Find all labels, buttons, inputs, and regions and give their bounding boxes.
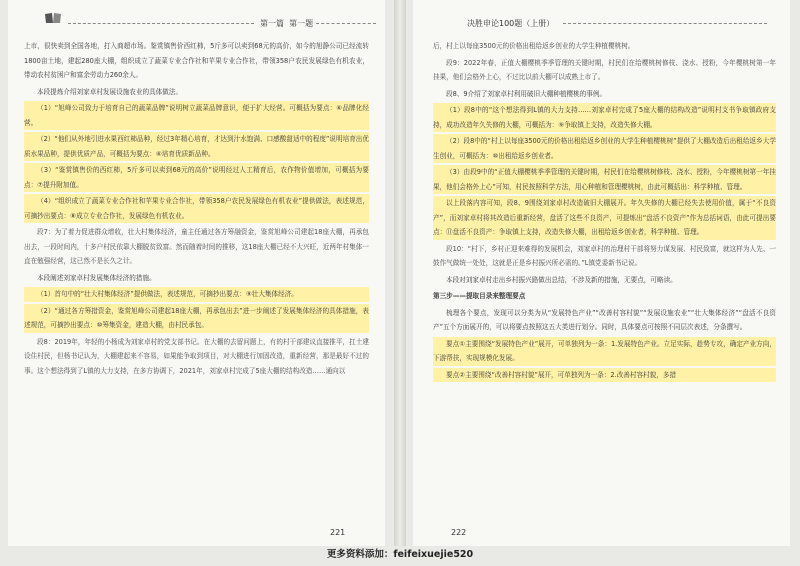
right-page (413, 0, 790, 546)
left-page-body (24, 39, 369, 380)
header-rule (316, 23, 376, 24)
paragraph: 要点②主要围绕“改善村容村貌”展开，可单独列为一条：2.改善村容村貌，多措 (433, 368, 776, 383)
book-gutter (394, 0, 406, 546)
paragraph: （3）由段9中的“正值大棚樱桃季季管理的关键时期，村民们在给樱桃树修枝、浇水、授粉，今年樱桃树第一年挂果，他们会格外上心”可知，村民按照科学方法，用心种植和管理樱桃树，由此可概括出：科学种植、管理。 (433, 165, 776, 194)
paragraph: 段8、9介绍了刘家卓村利用破旧大棚种植樱桃的事例。 (446, 89, 607, 98)
header-title: 决胜申论100题（上册） (467, 19, 555, 28)
footer-contact: feifeixuejie520 (393, 549, 474, 560)
paragraph: 段8：2019年，年轻的小杨成为刘家卓村的党支部书记。在大棚的去留问题上，有的村干部建议直接推平，扛土建设住村民，但杨书记认为，大棚建起来不容易，如果能争取到项目，对大棚进行加固改造，重新经营，那是最好不过的事。这个想法得到了L镇的大力支持，在多方协调下，2021年，刘家卓村完成了5座大棚的结构改造……通向以 (24, 337, 369, 375)
book-logo-icon (44, 12, 62, 24)
section-heading: 第三步——提取目录来整理要点 (433, 292, 526, 300)
paragraph: 段9：2022年春，正值大棚樱桃季季管理的关键时期，村民们在给樱桃树修枝、浇水、授粉，今年樱桃树第一年挂果，他们会格外上心，不过比以前大棚可以成熟上市了。 (433, 58, 776, 81)
paragraph: 梳理各个要点，发现可以分类为从“发展特色产业”“改善村容村貌”“发展设施农业”“壮大集体经济”“盘活不良资产”五个方面展开的，可以将要点按照这五大类进行划分。同时，具体要点可按照不同层次表述，分条撰写。 (433, 308, 776, 331)
paragraph: （1）“旭峰公司致力于培育自己的蔬菜品牌”说明树立蔬菜品牌意识，便于扩大经营。可概括为要点：⑥品牌化经营。 (24, 101, 369, 130)
paragraph: 后，村上以每座3500元的价格出租给返乡创业的大学生种植樱桃树。 (433, 42, 635, 50)
header-rule (563, 23, 767, 24)
paragraph: （1）段8中的“这个想法得到L镇的大力支持……刘家卓村完成了5座大棚的结构改造”说明村支书争取镇政府支持，成功改造年久失修的大棚，可概括为：⑨争取镇上支持，改造失修大棚。 (433, 103, 776, 132)
paragraph: （1）首句中的“壮大村集体经济”提供做法，表述规范，可摘抄出要点：⑨壮大集体经济。 (24, 287, 369, 302)
paragraph: 以上段落内容可知，段8、9围绕刘家卓村改造破旧大棚展开。年久失修的大棚已经失去使用价值，属于“不良资产”，而刘家卓村将其改造后重新经营，盘活了这些不良资产，可提炼出“盘活不良资产”作为总括词语，由此可提出要点：⑪盘活不良资产：争取镇上支持，改造失修大棚，出租给返乡创业者，科学种植、管理。 (433, 196, 776, 240)
paragraph: 本段阐述刘家卓村发展集体经济的措施。 (37, 273, 156, 282)
footer-label: 更多资料添加： (326, 549, 394, 560)
page-number: 221 (330, 528, 346, 537)
header-section: 第一篇 第一题 (260, 19, 314, 28)
paragraph: （2）“他们从外地引进水果西红柿品种，经过3年精心培育，才达到汁水饱满、口感酸甜适中的程度”说明培育出优质水果品种，提供优质产品，可概括为要点：⑥培育优质新品种。 (24, 132, 369, 161)
page-number: 222 (451, 528, 467, 537)
paragraph: （3）“鉴赏镇售价的西红柿，5斤多可以卖到68元的高价”说明经过人工精育后，农作物价值增加，可概括为要点：⑦提升附加值。 (24, 163, 369, 192)
paragraph: 本段对刘家卓村走出乡村振兴路做出总结，不涉及新的措施，无要点，可略读。 (446, 275, 677, 284)
right-page-body (433, 39, 776, 384)
paragraph: 段10：“村下，乡村正迎来难得的发展机会，刘家卓村的治理村干部将努力谋发展、村民致富，就这样为人先、一鼓作气做统一处处，这就是正是乡村振兴所必需的。”L镇党委新书记说。 (433, 244, 776, 267)
footer-banner (0, 546, 800, 566)
paragraph: 要点①主要围绕“发展特色产业”展开，可单独列为一条：1.发展特色产业。立足实际，趁势专攻，确定产业方向，下游帮扶，实现规模化发展。 (433, 337, 776, 366)
paragraph: 本段提炼介绍刘家卓村发展设施农业的具体做法。 (37, 87, 183, 96)
paragraph: 上市，很快卖到全国各地，打入商超市场。鉴赏镇售价西红柿，5斤多可以卖到68元的高价，如今的旭静公司已经流转1800亩土地，建起280座大棚，组织成立了蔬菜专业合作社和苹果专业合作社，带领358户农民发展绿色有机农业，带动农村贫困户和富余劳动力260余人。 (24, 42, 369, 79)
paragraph: 段7：为了着力促进群众增收，壮大村集体经济，童主任通过各方筹融资金，鉴赏旭峰公司建起18座大棚，再承包出去，一段时间内，十多户村民依靠大棚脱贫致富。然而随着时间的推移，这18座大棚已经不大兴旺，近两年村集体一直在勉强经营，这已然不是长久之计。 (24, 228, 369, 265)
paragraph: （2）“通过各方筹措资金，鉴赏旭峰公司建起18座大棚，再承包出去”进一步阐述了发展集体经济的具体措施，表述规范，可摘抄出要点：⑩筹集资金，建造大棚，由村民承包。 (24, 304, 369, 333)
left-page (8, 0, 385, 546)
paragraph: （4）“组织成立了蔬菜专业合作社和苹果专业合作社，带领358户农民发展绿色有机农业”提供做法，表述规范，可摘抄出要点：⑧成立专业合作社，发展绿色有机农业。 (24, 194, 369, 223)
header-rule (68, 23, 254, 24)
paragraph: （2）段8中的“村上以每座3500元的价格出租给返乡创业的大学生种植樱桃树”提供了大棚改造后出租给返乡大学生创业，可概括为：⑩出租给返乡创业者。 (433, 134, 776, 163)
